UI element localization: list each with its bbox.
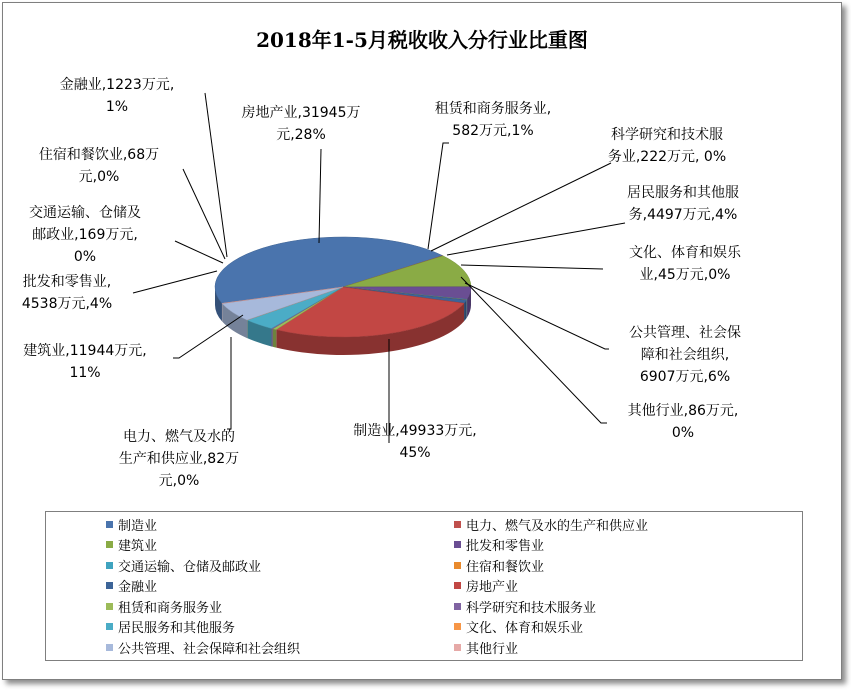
legend-swatch — [106, 562, 113, 569]
legend-swatch — [454, 562, 461, 569]
legend-item — [106, 535, 157, 555]
leader-line — [205, 93, 227, 257]
slice-data-label: 租赁和商务服务业, 582万元,1% — [434, 101, 552, 139]
legend-label: 批发和零售业 — [466, 539, 545, 554]
leader-line — [175, 241, 223, 263]
legend-swatch — [454, 603, 461, 610]
slice-data-label: 电力、燃气及水的生产和供应业,82万元,0% — [118, 429, 240, 489]
slice-data-label: 交通运输、仓储及邮政业,169万元, 0% — [29, 205, 141, 265]
legend-swatch — [106, 623, 113, 630]
legend-label: 建筑业 — [118, 539, 158, 554]
legend-item — [454, 596, 596, 616]
legend-label: 金融业 — [118, 580, 158, 595]
legend-swatch — [106, 644, 113, 651]
slice-data-label: 科学研究和技术服务业,222万元, 0% — [607, 127, 727, 165]
legend — [45, 511, 803, 661]
legend-swatch — [454, 521, 461, 528]
legend-item — [106, 555, 261, 575]
legend-label: 居民服务和其他服务 — [118, 621, 236, 636]
legend-item — [106, 617, 235, 637]
leader-line — [227, 337, 231, 429]
slice-side-9 — [271, 328, 272, 346]
chart-title: 2018年1-5月税收收入分行业比重图 — [256, 28, 588, 52]
legend-swatch — [106, 521, 113, 528]
legend-item — [454, 535, 544, 555]
leader-line — [133, 271, 217, 293]
slice-data-label: 其他行业,86万元, 0% — [627, 403, 739, 441]
legend-label: 公共管理、社会保障和社会组织 — [118, 641, 301, 657]
slice-data-label: 建筑业,11944万元, 11% — [23, 343, 147, 381]
legend-item — [106, 576, 157, 596]
leader-line — [431, 163, 611, 251]
legend-swatch — [106, 541, 113, 548]
slice-data-label: 制造业,49933万元, 45% — [353, 423, 477, 461]
legend-item — [454, 617, 583, 637]
leader-line — [461, 265, 603, 269]
slice-data-label: 房地产业,31945万元,28% — [241, 105, 361, 143]
legend-label: 其他行业 — [466, 641, 519, 657]
legend-label: 交通运输、仓储及邮政业 — [118, 559, 262, 575]
legend-label: 房地产业 — [466, 580, 519, 595]
legend-swatch — [106, 603, 113, 610]
legend-item — [454, 555, 544, 575]
legend-item — [454, 576, 518, 596]
slice-side-8 — [273, 329, 277, 348]
legend-item — [106, 514, 157, 534]
leader-line — [461, 277, 607, 423]
slice-data-label: 公共管理、社会保障和社会组织, 6907万元,6% — [629, 325, 741, 385]
legend-label: 文化、体育和娱乐业 — [466, 621, 584, 636]
chart-frame — [2, 2, 842, 680]
slice-data-label: 批发和零售业, 4538万元,4% — [21, 274, 113, 312]
leader-line — [319, 149, 321, 243]
leader-line — [465, 283, 609, 349]
legend-swatch — [454, 541, 461, 548]
legend-label: 住宿和餐饮业 — [466, 559, 545, 575]
legend-label: 制造业 — [118, 518, 158, 534]
legend-swatch — [454, 623, 461, 630]
legend-swatch — [106, 582, 113, 589]
leader-line — [428, 143, 449, 249]
slice-data-label: 居民服务和其他服务,4497万元,4% — [627, 185, 739, 223]
legend-item — [106, 637, 300, 657]
slice-data-label: 金融业,1223万元, 1% — [59, 77, 175, 115]
legend-swatch — [454, 644, 461, 651]
legend-label: 科学研究和技术服务业 — [466, 600, 597, 616]
legend-item — [454, 637, 518, 657]
leader-line — [447, 223, 625, 255]
legend-label: 电力、燃气及水的生产和供应业 — [466, 518, 649, 534]
legend-swatch — [454, 582, 461, 589]
leader-line — [183, 169, 225, 259]
legend-label: 租赁和商务服务业 — [118, 600, 223, 616]
slice-data-label: 住宿和餐饮业,68万元,0% — [38, 147, 160, 185]
legend-item — [454, 514, 648, 534]
slice-data-label: 文化、体育和娱乐业,45万元,0% — [629, 245, 741, 283]
legend-item — [106, 596, 222, 616]
